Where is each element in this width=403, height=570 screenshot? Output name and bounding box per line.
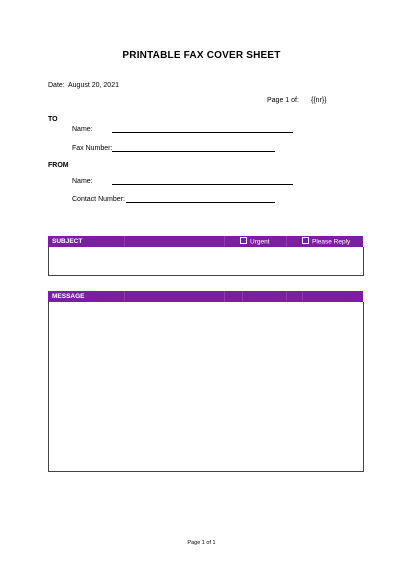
subject-bar-divider [124, 236, 125, 247]
from-contact-label: Contact Number: [72, 196, 125, 203]
to-fax-label: Fax Number: [72, 145, 113, 152]
message-bar-divider [224, 291, 225, 302]
message-bar-divider [286, 291, 287, 302]
page-count-value: {{nr}} [311, 97, 327, 104]
to-fax-field[interactable] [112, 151, 275, 152]
to-name-field[interactable] [112, 132, 293, 133]
message-field[interactable] [48, 302, 364, 472]
to-heading: TO [48, 116, 58, 123]
to-name-label: Name: [72, 126, 93, 133]
from-contact-field[interactable] [126, 202, 275, 203]
subject-field[interactable] [48, 247, 364, 276]
please-reply-option[interactable] [302, 237, 350, 247]
message-bar-divider [124, 291, 125, 302]
date-value: August 20, 2021 [68, 82, 119, 89]
date-label: Date: [48, 82, 65, 89]
page-footer: Page 1 of 1 [187, 540, 216, 546]
subject-label: SUBJECT [52, 238, 83, 245]
message-bar-divider [302, 291, 303, 302]
from-heading: FROM [48, 162, 69, 169]
please-reply-label: Please Reply [312, 238, 351, 246]
urgent-option[interactable] [240, 237, 270, 247]
page-title: PRINTABLE FAX COVER SHEET [122, 50, 281, 61]
message-bar-divider [242, 291, 243, 302]
urgent-checkbox-icon[interactable] [240, 237, 247, 244]
from-name-field[interactable] [112, 184, 293, 185]
message-label: MESSAGE [52, 293, 85, 300]
from-name-label: Name: [72, 178, 93, 185]
subject-bar [48, 236, 363, 247]
subject-bar-divider [286, 236, 287, 247]
subject-bar-divider [224, 236, 225, 247]
page-count-label: Page 1 of: [267, 97, 299, 104]
urgent-label: Urgent [250, 238, 270, 246]
please-reply-checkbox-icon[interactable] [302, 237, 309, 244]
message-bar [48, 291, 363, 302]
